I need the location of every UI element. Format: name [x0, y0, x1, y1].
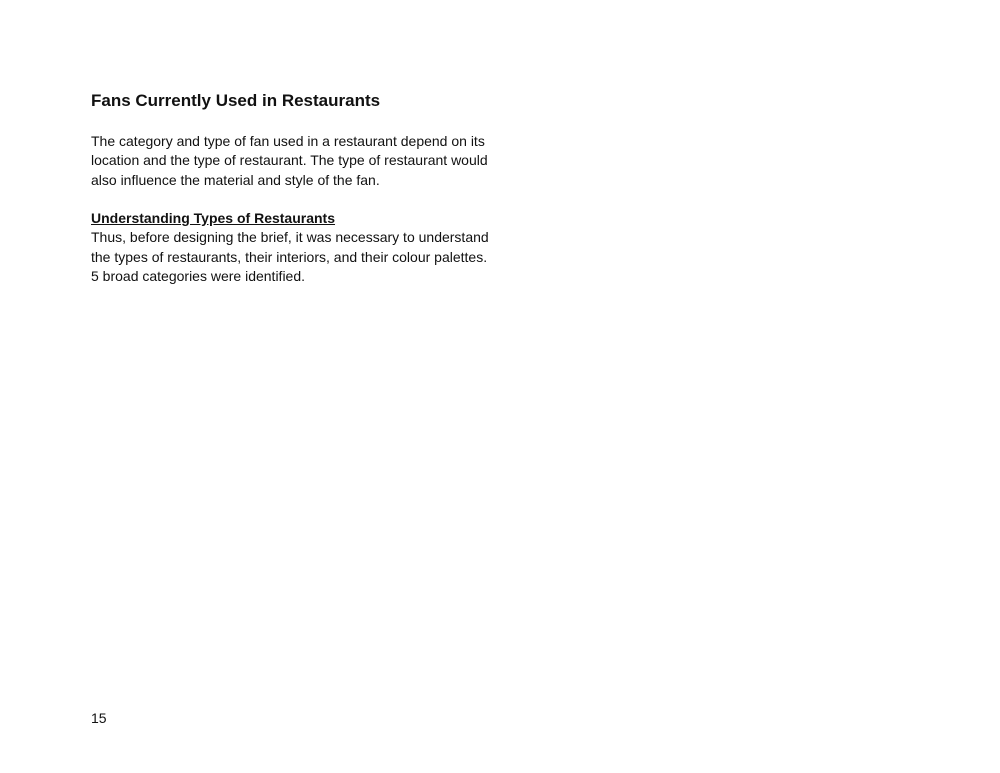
- page-number: 15: [91, 710, 107, 726]
- page-title: Fans Currently Used in Restaurants: [91, 91, 381, 110]
- section-heading: Understanding Types of Restaurants: [91, 210, 336, 226]
- restaurant-types-section: [91, 209, 491, 286]
- intro-paragraph: The category and type of fan used in a restaurant depend on its location and the type of restaurant. The type of restaurant would also influence the material and style of the fan.: [91, 133, 488, 188]
- section-paragraph: Thus, before designing the brief, it was necessary to understand the types of restaurants, their interiors, and their colour palettes. 5 broad categories were identified.: [91, 229, 489, 284]
